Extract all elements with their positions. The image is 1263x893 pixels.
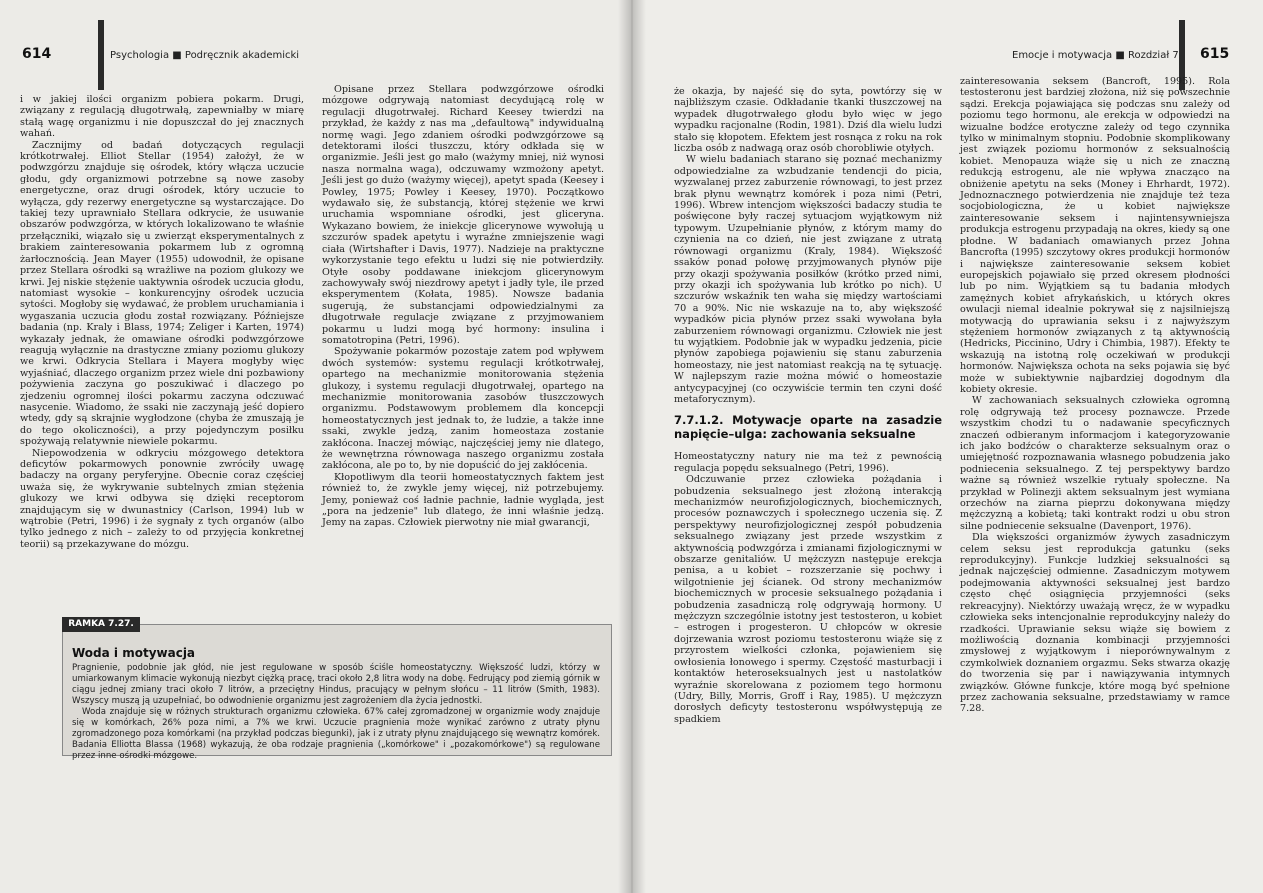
paragraph: Kłopotliwym dla teorii homeostatycznych faktem jest również to, że zwykle jemy więcej, niż potrzebujemy. Jemy, ponieważ coś ładnie pachnie, ładnie wygląda, jest „pora na jedzenie" lub dlatego, że inni właśnie jedzą. Jemy na zapas. Człowiek pierwotny nie miał gwarancji, — [322, 471, 604, 529]
paragraph: W wielu badaniach starano się poznać mechanizmy odpowiedzialne za wzbudzanie tendencji do picia, wyzwalanej przez zaburzenie równowagi, to jest przez brak płynu wewnątrz komórek i poza nimi (Petri, 1996). Wbrew intencjom większości badaczy studia te poświęcone były raczej sytuacjom wyjątkowym niż typowym. Uzupełnianie płynów, z którym mamy do czynienia na co dzień, nie jest związane z utratą równowagi organizmu (Kraly, 1984). Większość ssaków ponad połowę przyjmowanych płynów pije przy okazji spożywania posiłków (krótko przed nimi, przy okazji ich spożywania lub krótko po nich). U szczurów wskaźnik ten waha się między wartościami 70 a 90%. Nic nie wskazuje na to, aby większość wypadków picia płynów przez ssaki wywołana była zaburzeniem równowagi organizmu. Człowiek nie jest tu wyjątkiem. Podobnie jak w wypadku jedzenia, picie płynów zapobiega pojawieniu się stanu zaburzenia homeostazy, nie jest natomiast reakcją na tę sytuację. W najlepszym razie można mówić o homeostazie antycypacyjnej (co oczywiście termin ten czyni dość metaforycznym). — [674, 154, 942, 405]
section-heading: 7.7.1.2. Motywacje oparte na zasadzie napięcie–ulga: zachowania seksualne — [674, 413, 942, 442]
running-header-left: Psychologia ■ Podręcznik akademicki — [110, 50, 300, 61]
paragraph: Opisane przez Stellara podwzgórzowe ośrodki mózgowe odgrywają natomiast decydującą rolę w regulacji długotrwałej. Richard Keesey twierdzi na przykład, że każdy z nas ma „defaultową" indywidualną normę wagi. Jego zdaniem ośrodki podwzgórzowe są detektorami ilości tłuszczu, który odkłada się w organizmie. Jeśli jest go mało (ważymy mniej, niż wynosi nasza normalna waga), odczuwamy wzmożony apetyt. Jeśli jest go dużo (ważymy więcej), apetyt spada (Keesey i Powley, 1975; Powley i Keesey, 1970). Początkowo wydawało się, że substancją, której stężenie we krwi uruchamia wspomniane ośrodki, jest gliceryna. Wykazano bowiem, że iniekcje glicerynowe wywołują u szczurów spadek apetytu i wyraźne zmniejszenie wagi ciała (Wirtshafter i Davis, 1977). Nadzieje na praktyczne wykorzystanie tego efektu u ludzi się nie potwierdziły. Otyłe osoby poddawane iniekcjom glicerynowym zachowywały swój niezdrowy apetyt i jadły tyle, ile przed eksperymentem (Kołata, 1985). Nowsze badania sugerują, że substancjami odpowiedzialnymi za długotrwałe regulacje związane z przyjmowaniem pokarmu u ludzi mogą być hormony: insulina i somatotropina (Petri, 1996). — [322, 84, 604, 346]
page-number-right: 615 — [1200, 46, 1230, 62]
right-column-1 — [674, 86, 942, 725]
box-text — [72, 663, 600, 762]
paragraph: Pragnienie, podobnie jak głód, nie jest regulowane w sposób ściśle homeostatyczny. Większość ludzi, którzy w umiarkowanym klimacie wykonują niezbyt ciężką pracę, traci około 2,8 litra wody na dobę. Fedrujący pod ziemią górnik w ciągu jednej zmiany traci około 7 litrów, a przeciętny Hindus, pracujący w pełnym słońcu – 11 litrów (Smith, 1983). Wszyscy muszą ją uzupełniać, bo odwodnienie organizmu jest zagrożeniem dla życia jednostki. — [72, 663, 600, 706]
page-number-left: 614 — [22, 46, 52, 62]
chapter-thumb-marker — [98, 20, 104, 90]
running-header-right: Emocje i motywacja ■ Rozdział 7 — [1012, 50, 1179, 61]
book-gutter-shadow — [618, 0, 646, 893]
paragraph: że okazja, by najeść się do syta, powtórzy się w najbliższym czasie. Odkładanie tkanki tłuszczowej na wypadek długotrwałego głodu było więc w jego wypadku racjonalne (Rodin, 1981). Dziś dla wielu ludzi stało się kłopotem. Efektem jest rosnąca z roku na rok liczba osób z nadwagą oraz osób chorobliwie otyłych. — [674, 86, 942, 155]
paragraph: i w jakiej ilości organizm pobiera pokarm. Drugi, związany z regulacją długotrwałą, zapewniałby w miarę stałą wagę organizmu i nie dopuszczał do jej znacznych wahań. — [20, 94, 304, 140]
left-column-1 — [20, 94, 304, 550]
paragraph: Spożywanie pokarmów pozostaje zatem pod wpływem dwóch systemów: systemu regulacji krótkotrwałej, opartego na mechanizmie monitorowania stężenia glukozy, i systemu regulacji długotrwałej, opartego na mechanizmie monitorowania zasobów tłuszczowych organizmu. Podstawowym problemem dla koncepcji homeostatycznych jest jednak to, że ludzie, a także inne ssaki, zwykle jedzą, zanim homeostaza zostanie zakłócona. Inaczej mówiąc, najczęściej jemy nie dlatego, że wewnętrzna równowaga naszego organizmu została zakłócona, ale po to, by nie dopuścić do jej zakłócenia. — [322, 346, 604, 472]
paragraph: W zachowaniach seksualnych człowieka ogromną rolę odgrywają też procesy poznawcze. Przede wszystkim chodzi tu o nadawanie specyficznych znaczeń odbieranym informacjom i kategoryzowanie ich jako bodźców o charakterze seksualnym oraz o umiejętność rozpoznawania własnego pobudzenia jako podniecenia seksualnego. Z tej perspektywy bardzo ważne są również wszelkie rytuały społeczne. Na przykład w Polinezji aktem seksualnym jest wymiana orzechów na ziarna pieprzu dokonywana między mężczyzną a kobietą; taki kontrakt rodzi u obu stron silne podniecenie seksualne (Davenport, 1976). — [960, 395, 1230, 532]
paragraph: Dla większości organizmów żywych zasadniczym celem seksu jest reprodukcja gatunku (seks reprodukcyjny). Funkcje ludzkiej seksualności są jednak najczęściej odmienne. Zasadniczym motywem podejmowania aktywności seksualnej jest bardzo często chęć osiągnięcia przyjemności (seks rekreacyjny). Niektórzy uważają wręcz, że w wypadku człowieka seks intencjonalnie reprodukcyjny należy do rzadkości. Uprawianie seksu wiąże się bowiem z możliwością doznania kombinacji przyjemności zmysłowej z wyjątkowym i nieporównywalnym z czymkolwiek doznaniem orgazmu. Seks stwarza okazję do tworzenia się par i nawiązywania intymnych związków. Główne funkcje, które mogą być spełnione przez zachowania seksualne, przedstawiamy w ramce 7.28. — [960, 532, 1230, 715]
paragraph: Woda znajduje się w różnych strukturach organizmu człowieka. 67% całej zgromadzonej w organizmie wody znajduje się w komórkach, 26% poza nimi, a 7% we krwi. Uczucie pragnienia może wynikać zarówno z utraty płynu zgromadzonego poza komórkami (na przykład podczas biegunki), jak i z utraty płynu znajdującego się wewnątrz komórek. Badania Elliotta Blassa (1968) wykazują, że oba rodzaje pragnienia („komórkowe" i „pozakomórkowe") są regulowane przez inne ośrodki mózgowe. — [72, 707, 600, 761]
paragraph: Odczuwanie przez człowieka pożądania i pobudzenia seksualnego jest złożoną interakcją mechanizmów neurofizjologicznych, biochemicznych, procesów poznawczych i społecznego uczenia się. Z perspektywy neurofizjologicznej zespół pobudzenia seksualnego związany jest przede wszystkim z aktywnością podwzgórza i zmianami fizjologicznymi w obszarze genitaliów. U mężczyzn następuje erekcja penisa, a u kobiet – rozszerzanie się pochwy i wilgotnienie jej ścianek. Od strony mechanizmów biochemicznych w procesie seksualnego pożądania i pobudzenia zasadniczą rolę odgrywają hormony. U mężczyzn szczególnie istotny jest testosteron, u kobiet – estrogen i progesteron. U chłopców w okresie dojrzewania wzrost poziomu testosteronu wiąże się z przyrostem wielkości członka, pojawieniem się owłosienia łonowego i spermy. Częstość masturbacji i kontaktów heteroseksualnych jest u nastolatków wyraźnie skorelowana z poziomem tego hormonu (Udry, Billy, Morris, Groff i Ray, 1985). U mężczyzn dorosłych deficyty testosteronu współwystępują ze spadkiem — [674, 474, 942, 725]
paragraph: Zacznijmy od badań dotyczących regulacji krótkotrwałej. Elliot Stellar (1954) założył, że w podwzgórzu znajduje się ośrodek, który włącza uczucie głodu, gdy organizmowi potrzebne są nowe zasoby energetyczne, oraz drugi ośrodek, który uczucie to wyłącza, gdy rezerwy energetyczne są wystarczające. Do takiej tezy uprawniało Stellara odkrycie, że usuwanie obszarów podwzgórza, w których lokalizowano te właśnie przełączniki, wiązało się u zwierząt eksperymentalnych z brakiem zainteresowania pokarmem lub z ogromną żarłocznością. Jean Mayer (1955) udowodnił, że opisane przez Stellara ośrodki są wrażliwe na poziom glukozy we krwi. Jej niskie stężenie uaktywnia ośrodek uczucia głodu, natomiast wysokie – konkurencyjny ośrodek uczucia sytości. Mogłoby się wydawać, że problem uruchamiania i wygaszania uczucia głodu został rozwiązany. Późniejsze badania (np. Kraly i Blass, 1974; Zeliger i Karten, 1974) wykazały jednak, że omawiane ośrodki podwzgórzowe reagują wyłącznie na drastyczne zmiany poziomu glukozy we krwi. Odkrycia Stellara i Mayera mogłyby więc wyjaśniać, dlaczego organizm przez wiele dni pozbawiony pożywienia zaczyna go poszukiwać i dlaczego po zjedzeniu ogromnej ilości pokarmu zaczyna odczuwać nasycenie. Wiadomo, że ssaki nie zaczynają jeść dopiero wtedy, gdy są skrajnie wygłodzone (chyba że zmuszają je do tego okoliczności), a przy pojedynczym posiłku spożywają relatywnie niewiele pokarmu. — [20, 139, 304, 448]
right-column-2 — [960, 76, 1230, 715]
left-column-2 — [322, 84, 604, 529]
paragraph: Niepowodzenia w odkryciu mózgowego detektora deficytów pokarmowych ponownie zwróciły uwagę badaczy na organy peryferyjne. Obecnie coraz częściej uważa się, że wykrywanie subtelnych zmian stężenia glukozy we krwi odbywa się dzięki receptorom znajdującym się w dwunastnicy (Carlson, 1994) lub w wątrobie (Petri, 1996) i że sygnały z tych organów (albo tylko jednego z nich – zależy to od przyjęcia konkretnej teorii) są przekazywane do mózgu. — [20, 447, 304, 550]
right-page — [632, 0, 1263, 893]
box-tag: RAMKA 7.27. — [62, 617, 140, 632]
box-title: Woda i motywacja — [72, 646, 196, 660]
paragraph: Homeostatyczny natury nie ma też z pewnością regulacja popędu seksualnego (Petri, 1996). — [674, 451, 942, 474]
paragraph: zainteresowania seksem (Bancroft, 1995). Rola testosteronu jest bardziej złożona, niż się powszechnie sądzi. Erekcja pojawiająca się podczas snu zależy od poziomu tego hormonu, ale erekcja w odpowiedzi na wizualne bodźce erotyczne zależy od tego czynnika tylko w minimalnym stopniu. Podobnie skomplikowany jest związek poziomu hormonów z seksualnością kobiet. Menopauza wiąże się u nich ze znaczną redukcją estrogenu, ale nie wpływa znacząco na obniżenie apetytu na seks (Money i Ehrhardt, 1972). Jednoznacznego potwierdzenia nie znajduje też teza socjobiologiczna, że u kobiet największe zainteresowanie seksem i najintensywniejsza produkcja estrogenu przypadają na okres, kiedy są one płodne. W badaniach omawianych przez Johna Bancrofta (1995) szczytowy okres produkcji hormonów i największe zainteresowanie seksem kobiet europejskich pojawiało się przed okresem płodności lub po nim. Wyjątkiem są tu badania młodych zamężnych kobiet afrykańskich, u których okres owulacji niemal idealnie pokrywał się z najsilniejszą motywacją do uprawiania seksu i z najwyższym stężeniem hormonów związanych z tą aktywnością (Hedricks, Piccinino, Udry i Chimbia, 1987). Efekty te wskazują na istotną rolę oczekiwań w produkcji hormonów. Największa ochota na seks pojawia się być może w subiektywnie najbardziej dogodnym dla kobiety okresie. — [960, 76, 1230, 395]
